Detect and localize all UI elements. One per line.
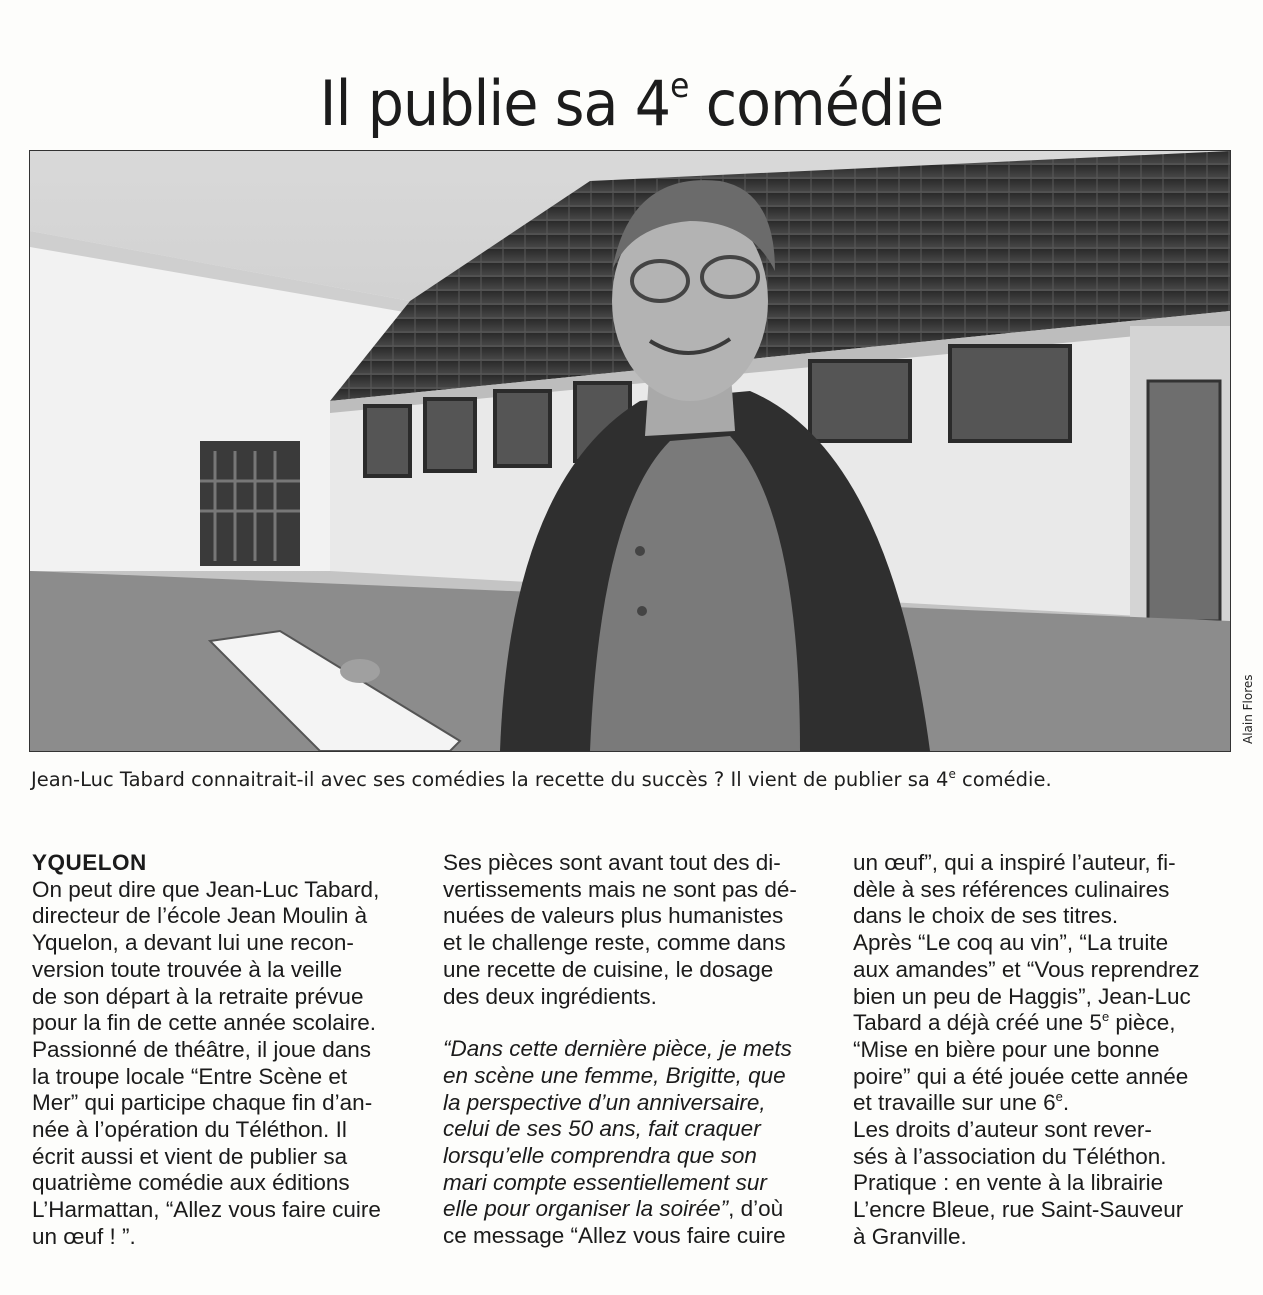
quote-line: en scène une femme, Brigitte, que [443,1062,786,1088]
text-line: poire” qui a été jouée cette année [853,1063,1189,1089]
quote-line: lorsqu’elle comprendra que son [443,1143,757,1169]
article-column-2 [443,850,828,1250]
text-line: pour la fin de cette année scolaire. [32,1010,376,1036]
text-line: dans le choix de ses titres. [853,903,1119,929]
article-column-1 [32,850,417,1251]
photo-caption: Jean-Luc Tabard connaitrait-il avec ses comédies la recette du succès ? Il vient de publier sa 4e comédie. [31,767,1052,791]
text-line: née à l’opération du Téléthon. Il [32,1117,347,1143]
text-line: Tabard a déjà créé une 5e pièce, [853,1009,1176,1036]
article-photo [29,150,1231,752]
text-line: vertissements mais ne sont pas dé- [443,876,797,902]
quote-line: mari compte essentiellement sur [443,1169,767,1195]
text-line: Ses pièces sont avant tout des di- [443,850,781,875]
text-line: L’Harmattan, “Allez vous faire cuire [32,1197,381,1223]
paragraph-gap [443,1010,828,1036]
text-line: quatrième comédie aux éditions [32,1170,350,1196]
text-line: aux amandes” et “Vous reprendrez [853,956,1200,982]
headline: Il publie sa 4e comédie [319,65,944,140]
text-line: la troupe locale “Entre Scène et [32,1063,348,1089]
text-line: et le challenge reste, comme dans [443,930,786,956]
text-line: des deux ingrédients. [443,983,657,1009]
text-line: Mer” qui participe chaque fin d’an- [32,1090,373,1116]
article-column-3 [853,850,1238,1251]
quote-line: la perspective d’un anniversaire, [443,1089,766,1115]
text-line: “Mise en bière pour une bonne [853,1036,1160,1062]
quote-line: celui de ses 50 ans, fait craquer [443,1116,761,1142]
text-line: un œuf ! ”. [32,1223,136,1249]
text-line: ce message “Allez vous faire cuire [443,1223,786,1249]
text-line: elle pour organiser la soirée”, d’où [443,1196,784,1222]
text-line: bien un peu de Haggis”, Jean-Luc [853,983,1191,1009]
text-line: Après “Le coq au vin”, “La truite [853,930,1169,956]
text-line: directeur de l’école Jean Moulin à [32,903,368,929]
text-line: L’encre Bleue, rue Saint-Sauveur [853,1197,1184,1223]
text-line: nuées de valeurs plus humanistes [443,903,784,929]
text-line: Passionné de théâtre, il joue dans [32,1036,371,1062]
text-line: et travaille sur une 6e. [853,1089,1070,1116]
text-line: Pratique : en vente à la librairie [853,1170,1164,1196]
photo-credit: Alain Flores [1241,674,1255,744]
quote-line: “Dans cette dernière pièce, je mets [443,1036,792,1062]
text-line: une recette de cuisine, le dosage [443,956,774,982]
text-line: sés à l’association du Téléthon. [853,1143,1167,1169]
text-line: écrit aussi et vient de publier sa [32,1143,348,1169]
text-line: Yquelon, a devant lui une recon- [32,930,354,956]
text-line: de son départ à la retraite prévue [32,983,364,1009]
text-line: On peut dire que Jean-Luc Tabard, [32,876,380,902]
kicker: YQUELON [32,850,147,875]
text-line: version toute trouvée à la veille [32,956,343,982]
text-line: Les droits d’auteur sont rever- [853,1117,1152,1143]
text-line: un œuf”, qui a inspiré l’auteur, fi- [853,850,1176,875]
text-line: à Granville. [853,1223,967,1249]
text-line: dèle à ses références culinaires [853,876,1170,902]
